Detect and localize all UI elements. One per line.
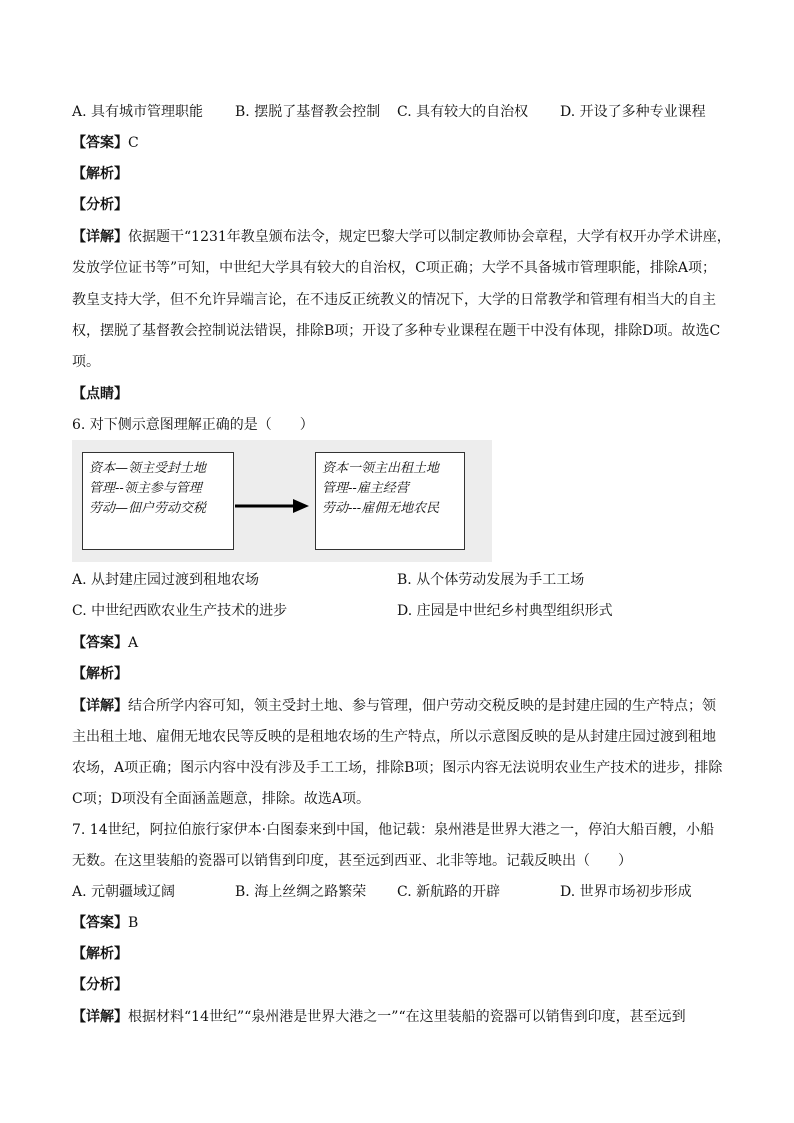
q7-stem-line-2: 无数。在这里装船的瓷器可以销售到印度，甚至远到西亚、北非等地。记载反映出（ ） [72,853,632,869]
q6-detail-line-2: 主出租土地、雇佣无地农民等反映的是租地农场的生产特点，所以示意图反映的是从封建庄园过渡到租地 [72,729,716,745]
fenxi-tag: 【分析】 [72,977,128,993]
q6-option-d: D. 庄园是中世纪乡村典型组织形式 [397,603,613,619]
detail-text: 结合所学内容可知，领主受封土地、参与管理，佃户劳动交税反映的是封建庄园的生产特点；领 [128,698,716,714]
answer-value: A [128,635,139,651]
diagram-right-box [315,452,465,550]
right-arrow-icon [235,498,309,514]
q5-detail-line-5: 项。 [72,354,100,370]
q5-option-a: A. 具有城市管理职能 [72,104,204,120]
right-box-line-management: 管理--雇主经营 [322,481,409,496]
q6-detail-line-1 [72,696,716,716]
detail-tag: 【详解】 [72,229,128,245]
q6-option-c: C. 中世纪西欧农业生产技术的进步 [72,603,288,619]
detail-text: 依据题干“1231年教皇颁布法令，规定巴黎大学可以制定教师协会章程，大学有权开办学术讲座， [128,229,731,245]
left-box-line-capital: 资本—领主受封土地 [89,461,207,476]
answer-tag: 【答案】 [72,135,128,151]
q7-option-c: C. 新航路的开辟 [397,884,501,900]
q6-stem: 6. 对下侧示意图理解正确的是（ ） [72,417,314,433]
left-box-line-labor: 劳动—佃户劳动交税 [89,501,207,516]
detail-tag: 【详解】 [72,698,128,714]
q5-detail-line-1 [72,227,731,247]
fenxi-tag: 【分析】 [72,197,128,213]
answer-value: C [128,135,139,151]
q5-option-d: D. 开设了多种专业课程 [560,104,706,120]
q5-detail-line-4: 权，摆脱了基督教会控制说法错误，排除B项；开设了多种专业课程在题干中没有体现，排除D项。故选C [72,323,721,339]
q5-answer-line [72,133,139,153]
q6-answer-line [72,633,138,653]
q7-option-b: B. 海上丝绸之路繁荣 [235,884,367,900]
answer-tag: 【答案】 [72,635,128,651]
q5-detail-line-2: 发放学位证书等”可知，中世纪大学具有较大的自治权，C项正确；大学不具备城市管理职能，排除A项； [72,260,716,276]
q5-detail-line-3: 教皇支持大学，但不允许异端言论，在不违反正统教义的情况下，大学的日常教学和管理有相当大的自主 [72,292,716,308]
diagram-left-box [82,452,234,550]
q7-answer-line [72,913,138,933]
analysis-tag: 【解析】 [72,666,128,682]
right-box-line-capital: 资本一领主出租土地 [322,461,440,476]
analysis-tag: 【解析】 [72,166,128,182]
q6-diagram [72,440,492,562]
dianjing-tag: 【点睛】 [72,386,128,402]
right-box-line-labor: 劳动---雇佣无地农民 [322,501,440,516]
detail-tag: 【详解】 [72,1009,128,1025]
q6-detail-line-3: 农场，A项正确；图示内容中没有涉及手工工场，排除B项；图示内容无法说明农业生产技术的进步，排除 [72,760,723,776]
q7-stem-line-1: 7. 14世纪，阿拉伯旅行家伊本·白图泰来到中国，他记载：泉州港是世界大港之一，停泊大船百艘，小船 [72,822,715,838]
left-box-line-management: 管理--领主参与管理 [89,481,202,496]
q7-option-d: D. 世界市场初步形成 [560,884,692,900]
answer-tag: 【答案】 [72,915,128,931]
q5-option-c: C. 具有较大的自治权 [397,104,529,120]
analysis-tag: 【解析】 [72,946,128,962]
answer-value: B [128,915,139,931]
q6-option-b: B. 从个体劳动发展为手工工场 [397,572,585,588]
detail-text: 根据材料“14世纪”“泉州港是世界大港之一”“在这里装船的瓷器可以销售到印度，甚至远到 [128,1009,686,1025]
q5-option-b: B. 摆脱了基督教会控制 [235,104,381,120]
q6-detail-line-4: C项；D项没有全面涵盖题意，排除。故选A项。 [72,791,371,807]
q7-option-a: A. 元朝疆域辽阔 [72,884,176,900]
q7-detail-line-1 [72,1007,686,1027]
q6-option-a: A. 从封建庄园过渡到租地农场 [72,572,260,588]
